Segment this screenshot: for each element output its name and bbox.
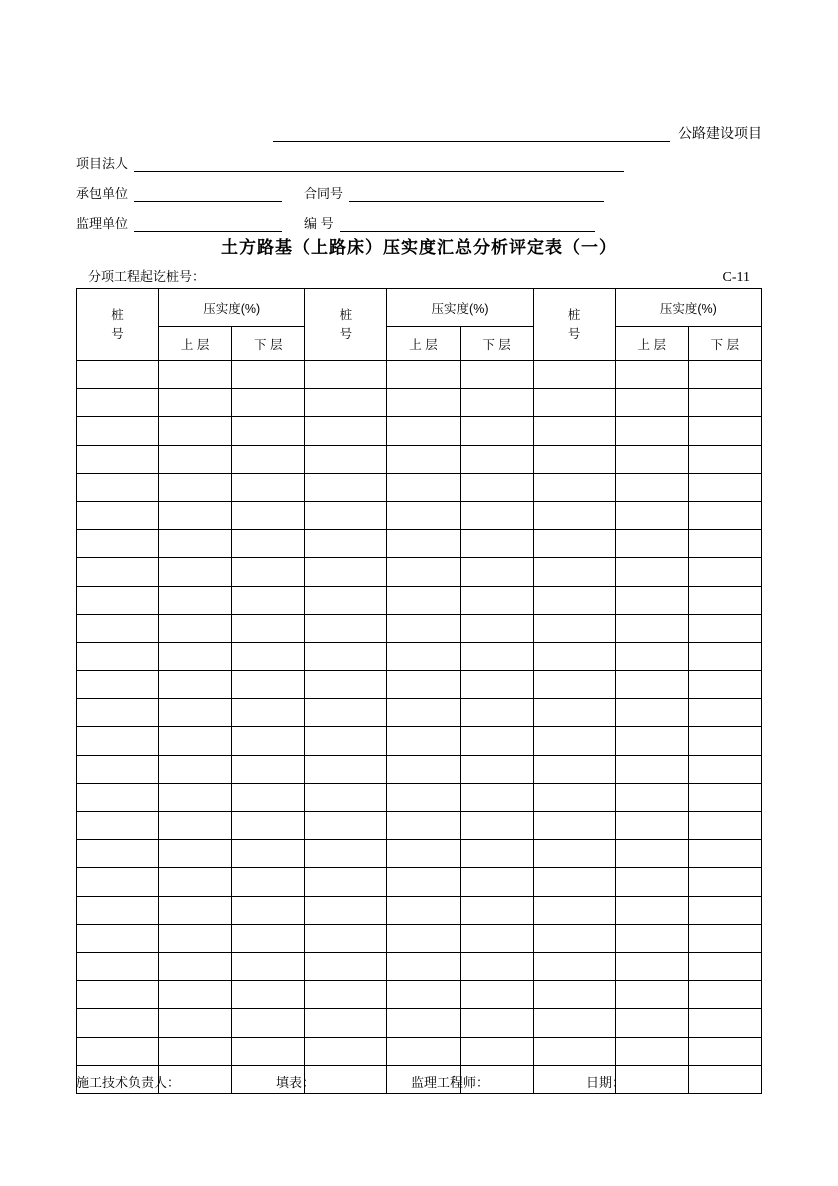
table-cell[interactable] (77, 812, 159, 840)
table-cell[interactable] (688, 755, 761, 783)
table-row[interactable] (77, 614, 762, 642)
table-cell[interactable] (460, 642, 533, 670)
table-cell[interactable] (533, 530, 615, 558)
table-row[interactable] (77, 868, 762, 896)
table-cell[interactable] (387, 981, 460, 1009)
table-cell[interactable] (688, 1037, 761, 1065)
table-row[interactable] (77, 896, 762, 924)
table-cell[interactable] (305, 389, 387, 417)
table-cell[interactable] (305, 727, 387, 755)
table-cell[interactable] (159, 445, 232, 473)
page-title: 土方路基（上路床）压实度汇总分析评定表（一） (221, 238, 617, 257)
table-row[interactable] (77, 1037, 762, 1065)
table-cell[interactable] (232, 1037, 305, 1065)
header-row-supervisor-unit (76, 202, 762, 232)
table-cell[interactable] (688, 473, 761, 501)
table-cell[interactable] (615, 530, 688, 558)
table-cell[interactable] (688, 952, 761, 980)
table-row[interactable] (77, 952, 762, 980)
table-cell[interactable] (460, 671, 533, 699)
table-cell[interactable] (387, 530, 460, 558)
table-header-row-1 (77, 289, 762, 327)
table-cell[interactable] (387, 952, 460, 980)
table-cell[interactable] (615, 812, 688, 840)
table-cell[interactable] (533, 699, 615, 727)
table-cell[interactable] (77, 868, 159, 896)
table-row[interactable] (77, 361, 762, 389)
compaction-table (76, 288, 762, 1094)
supervisor-unit-label: 监理单位 (76, 216, 129, 231)
table-cell[interactable] (159, 530, 232, 558)
table-cell[interactable] (615, 699, 688, 727)
sub-header-upper-2: 上 层 (387, 327, 460, 361)
table-cell[interactable] (688, 812, 761, 840)
table-cell[interactable] (615, 840, 688, 868)
table-cell[interactable] (159, 896, 232, 924)
table-header-row-2 (77, 327, 762, 361)
table-row[interactable] (77, 558, 762, 586)
table-cell[interactable] (77, 755, 159, 783)
table-cell[interactable] (77, 389, 159, 417)
table-cell[interactable] (533, 417, 615, 445)
table-cell[interactable] (387, 501, 460, 529)
table-cell[interactable] (533, 558, 615, 586)
serial-no-label: 编 号 (304, 216, 334, 231)
table-cell[interactable] (159, 417, 232, 445)
pile-header-line2: 号 (111, 326, 124, 341)
table-cell[interactable] (159, 389, 232, 417)
table-cell[interactable] (387, 473, 460, 501)
table-cell[interactable] (460, 473, 533, 501)
table-cell[interactable] (688, 671, 761, 699)
table-cell[interactable] (387, 417, 460, 445)
table-cell[interactable] (387, 924, 460, 952)
table-row[interactable] (77, 473, 762, 501)
table-cell[interactable] (615, 727, 688, 755)
header-row-legal-person (76, 142, 762, 172)
table-cell[interactable] (387, 642, 460, 670)
table-cell[interactable] (232, 783, 305, 811)
table-row[interactable] (77, 1009, 762, 1037)
table-cell[interactable] (533, 840, 615, 868)
table-cell[interactable] (77, 530, 159, 558)
table-cell[interactable] (232, 501, 305, 529)
table-row[interactable] (77, 417, 762, 445)
table-row[interactable] (77, 783, 762, 811)
table-cell[interactable] (460, 981, 533, 1009)
table-cell[interactable] (232, 699, 305, 727)
table-cell[interactable] (688, 868, 761, 896)
table-cell[interactable] (77, 361, 159, 389)
table-cell[interactable] (77, 924, 159, 952)
table-cell[interactable] (305, 840, 387, 868)
contractor-label: 承包单位 (76, 186, 129, 201)
table-cell[interactable] (305, 558, 387, 586)
table-cell[interactable] (305, 1009, 387, 1037)
table-cell[interactable] (159, 586, 232, 614)
sub-header-lower-1: 下 层 (232, 327, 305, 361)
table-cell[interactable] (387, 868, 460, 896)
table-cell[interactable] (305, 924, 387, 952)
table-cell[interactable] (159, 952, 232, 980)
table-cell[interactable] (387, 812, 460, 840)
project-title-label: 公路建设项目 (678, 125, 762, 141)
table-cell[interactable] (533, 1009, 615, 1037)
table-cell[interactable] (688, 614, 761, 642)
table-cell[interactable] (232, 586, 305, 614)
table-cell[interactable] (232, 558, 305, 586)
table-cell[interactable] (533, 924, 615, 952)
table-cell[interactable] (159, 840, 232, 868)
table-cell[interactable] (305, 812, 387, 840)
sub-header-lower-3: 下 层 (688, 327, 761, 361)
table-cell[interactable] (77, 952, 159, 980)
table-cell[interactable] (159, 501, 232, 529)
table-cell[interactable] (533, 473, 615, 501)
table-cell[interactable] (615, 558, 688, 586)
table-cell[interactable] (77, 473, 159, 501)
table-cell[interactable] (232, 1009, 305, 1037)
table-cell[interactable] (460, 445, 533, 473)
table-cell[interactable] (159, 868, 232, 896)
table-cell[interactable] (688, 445, 761, 473)
table-cell[interactable] (159, 361, 232, 389)
table-cell[interactable] (305, 783, 387, 811)
table-cell[interactable] (387, 896, 460, 924)
table-cell[interactable] (688, 586, 761, 614)
group-header-2: 压实度(%) (387, 289, 533, 327)
table-row[interactable] (77, 671, 762, 699)
table-cell[interactable] (159, 1037, 232, 1065)
table-cell[interactable] (688, 417, 761, 445)
table-cell[interactable] (460, 840, 533, 868)
table-row[interactable] (77, 924, 762, 952)
table-cell[interactable] (615, 868, 688, 896)
table-cell[interactable] (387, 445, 460, 473)
table-cell[interactable] (460, 389, 533, 417)
table-cell[interactable] (688, 361, 761, 389)
table-cell[interactable] (159, 642, 232, 670)
table-cell[interactable] (688, 1009, 761, 1037)
table-cell[interactable] (615, 361, 688, 389)
table-cell[interactable] (460, 924, 533, 952)
table-cell[interactable] (77, 642, 159, 670)
table-cell[interactable] (460, 361, 533, 389)
table-cell[interactable] (460, 699, 533, 727)
contractor-line[interactable] (134, 184, 282, 202)
table-cell[interactable] (159, 812, 232, 840)
pile-header-line2: 号 (339, 326, 353, 341)
pile-header-3 (533, 289, 615, 361)
group-header-3: 压实度(%) (615, 289, 761, 327)
table-cell[interactable] (305, 671, 387, 699)
table-cell[interactable] (533, 389, 615, 417)
table-cell[interactable] (615, 445, 688, 473)
contract-no-line[interactable] (349, 184, 604, 202)
table-cell[interactable] (77, 614, 159, 642)
table-cell[interactable] (615, 952, 688, 980)
table-cell[interactable] (615, 1009, 688, 1037)
table-cell[interactable] (533, 868, 615, 896)
table-cell[interactable] (77, 699, 159, 727)
table-row[interactable] (77, 389, 762, 417)
table-row[interactable] (77, 812, 762, 840)
table-cell[interactable] (533, 614, 615, 642)
table-cell[interactable] (77, 671, 159, 699)
table-cell[interactable] (77, 1009, 159, 1037)
table-cell[interactable] (232, 530, 305, 558)
table-cell[interactable] (387, 361, 460, 389)
legal-person-line[interactable] (134, 154, 624, 172)
table-cell[interactable] (615, 755, 688, 783)
table-cell[interactable] (688, 981, 761, 1009)
pile-header-line1: 桩 (339, 307, 353, 322)
table-cell[interactable] (387, 558, 460, 586)
table-cell[interactable] (460, 530, 533, 558)
table-cell[interactable] (159, 1009, 232, 1037)
table-cell[interactable] (387, 1037, 460, 1065)
table-cell[interactable] (77, 981, 159, 1009)
table-cell[interactable] (688, 840, 761, 868)
table-cell[interactable] (688, 530, 761, 558)
table-cell[interactable] (305, 642, 387, 670)
legal-person-label: 项目法人 (76, 156, 129, 171)
table-cell[interactable] (232, 812, 305, 840)
table-cell[interactable] (387, 783, 460, 811)
table-row[interactable] (77, 445, 762, 473)
table-cell[interactable] (232, 924, 305, 952)
table-cell[interactable] (159, 981, 232, 1009)
table-cell[interactable] (533, 755, 615, 783)
table-cell[interactable] (232, 896, 305, 924)
header-block (76, 112, 762, 232)
table-cell[interactable] (159, 727, 232, 755)
pile-range-label: 分项工程起讫桩号： (88, 269, 206, 284)
table-row[interactable] (77, 840, 762, 868)
table-cell[interactable] (305, 755, 387, 783)
table-cell[interactable] (533, 896, 615, 924)
tech-lead-label: 施工技术负责人： (76, 1075, 181, 1090)
table-cell[interactable] (305, 952, 387, 980)
table-cell[interactable] (615, 614, 688, 642)
table-cell[interactable] (232, 671, 305, 699)
table-cell[interactable] (460, 868, 533, 896)
table-cell[interactable] (77, 445, 159, 473)
table-cell[interactable] (615, 981, 688, 1009)
table-cell[interactable] (305, 586, 387, 614)
table-cell[interactable] (615, 783, 688, 811)
table-cell[interactable] (533, 671, 615, 699)
table-cell[interactable] (232, 727, 305, 755)
table-cell[interactable] (688, 558, 761, 586)
table-row[interactable] (77, 755, 762, 783)
table-cell[interactable] (460, 896, 533, 924)
table-body (77, 361, 762, 1094)
table-cell[interactable] (77, 783, 159, 811)
table-cell[interactable] (533, 501, 615, 529)
supervisor-unit-line[interactable] (134, 214, 282, 232)
table-cell[interactable] (615, 389, 688, 417)
table-cell[interactable] (460, 417, 533, 445)
table-cell[interactable] (232, 417, 305, 445)
table-cell[interactable] (77, 840, 159, 868)
supervisor-engineer-label: 监理工程师： (411, 1075, 490, 1090)
table-cell[interactable] (232, 614, 305, 642)
table-cell[interactable] (460, 952, 533, 980)
table-head (77, 289, 762, 361)
pile-header-2 (305, 289, 387, 361)
table-cell[interactable] (387, 699, 460, 727)
table-cell[interactable] (159, 473, 232, 501)
table-cell[interactable] (232, 473, 305, 501)
table-cell[interactable] (305, 981, 387, 1009)
table-cell[interactable] (688, 924, 761, 952)
filler-label: 填表： (276, 1075, 316, 1090)
table-row[interactable] (77, 642, 762, 670)
table-cell[interactable] (159, 671, 232, 699)
table-cell[interactable] (305, 473, 387, 501)
table-cell[interactable] (305, 896, 387, 924)
table-cell[interactable] (305, 868, 387, 896)
table-cell[interactable] (77, 558, 159, 586)
table-cell[interactable] (688, 501, 761, 529)
table-cell[interactable] (387, 755, 460, 783)
table-cell[interactable] (232, 868, 305, 896)
subheader-row (88, 266, 750, 286)
table-cell[interactable] (533, 981, 615, 1009)
table-row[interactable] (77, 530, 762, 558)
pile-header-1 (77, 289, 159, 361)
table-cell[interactable] (387, 671, 460, 699)
sub-header-upper-1: 上 层 (159, 327, 232, 361)
project-name-line[interactable] (273, 124, 670, 142)
table-cell[interactable] (615, 924, 688, 952)
table-cell[interactable] (232, 755, 305, 783)
table-cell[interactable] (232, 642, 305, 670)
table-cell[interactable] (232, 445, 305, 473)
group-header-1: 压实度(%) (159, 289, 305, 327)
table-cell[interactable] (460, 755, 533, 783)
table-cell[interactable] (232, 981, 305, 1009)
table-cell[interactable] (387, 1009, 460, 1037)
table-cell[interactable] (159, 558, 232, 586)
sub-header-upper-3: 上 层 (615, 327, 688, 361)
table-cell[interactable] (460, 812, 533, 840)
table-cell[interactable] (77, 586, 159, 614)
table-row[interactable] (77, 981, 762, 1009)
table-cell[interactable] (77, 417, 159, 445)
pile-header-line1: 桩 (567, 307, 581, 322)
date-label: 日期： (586, 1075, 626, 1090)
table-cell[interactable] (460, 558, 533, 586)
table-cell[interactable] (533, 586, 615, 614)
table-cell[interactable] (460, 501, 533, 529)
table-cell[interactable] (460, 1009, 533, 1037)
table-cell[interactable] (688, 727, 761, 755)
table-cell[interactable] (305, 530, 387, 558)
table-cell[interactable] (159, 614, 232, 642)
table-cell[interactable] (615, 671, 688, 699)
table-cell[interactable] (615, 473, 688, 501)
table-cell[interactable] (387, 840, 460, 868)
table-cell[interactable] (387, 614, 460, 642)
table-cell[interactable] (305, 1037, 387, 1065)
table-cell[interactable] (387, 727, 460, 755)
table-row[interactable] (77, 586, 762, 614)
table-cell[interactable] (533, 727, 615, 755)
pile-header-line1: 桩 (111, 307, 124, 322)
table-cell[interactable] (533, 812, 615, 840)
table-cell[interactable] (77, 727, 159, 755)
table-cell[interactable] (77, 1037, 159, 1065)
table-cell[interactable] (460, 783, 533, 811)
table-cell[interactable] (533, 783, 615, 811)
serial-no-line[interactable] (340, 214, 595, 232)
table-cell[interactable] (460, 586, 533, 614)
table-cell[interactable] (533, 642, 615, 670)
table-cell[interactable] (460, 1037, 533, 1065)
footer-signatures (76, 1072, 762, 1091)
table-cell[interactable] (615, 1037, 688, 1065)
table-cell[interactable] (533, 445, 615, 473)
table-cell[interactable] (688, 896, 761, 924)
table-cell[interactable] (232, 952, 305, 980)
table-cell[interactable] (615, 642, 688, 670)
table-cell[interactable] (688, 783, 761, 811)
table-cell[interactable] (159, 924, 232, 952)
table-cell[interactable] (615, 896, 688, 924)
table-cell[interactable] (305, 614, 387, 642)
form-code: C-11 (722, 270, 750, 285)
table-cell[interactable] (159, 699, 232, 727)
table-cell[interactable] (615, 501, 688, 529)
table-cell[interactable] (460, 614, 533, 642)
table-row[interactable] (77, 699, 762, 727)
sub-header-lower-2: 下 层 (460, 327, 533, 361)
table-cell[interactable] (533, 361, 615, 389)
table-row[interactable] (77, 501, 762, 529)
table-cell[interactable] (688, 699, 761, 727)
table-cell[interactable] (305, 361, 387, 389)
pile-header-line2: 号 (567, 326, 581, 341)
table-cell[interactable] (305, 699, 387, 727)
table-cell[interactable] (387, 586, 460, 614)
table-cell[interactable] (159, 755, 232, 783)
table-cell[interactable] (305, 501, 387, 529)
table-row[interactable] (77, 727, 762, 755)
table-cell[interactable] (533, 1037, 615, 1065)
table-cell[interactable] (232, 361, 305, 389)
table-cell[interactable] (615, 417, 688, 445)
table-cell[interactable] (387, 389, 460, 417)
table-cell[interactable] (232, 840, 305, 868)
table-cell[interactable] (159, 783, 232, 811)
contract-no-label: 合同号 (304, 186, 344, 201)
table-cell[interactable] (77, 896, 159, 924)
table-cell[interactable] (688, 389, 761, 417)
table-cell[interactable] (77, 501, 159, 529)
table-cell[interactable] (305, 417, 387, 445)
table-cell[interactable] (232, 389, 305, 417)
table-cell[interactable] (533, 952, 615, 980)
header-row-contractor (76, 172, 762, 202)
table-cell[interactable] (688, 642, 761, 670)
table-cell[interactable] (305, 445, 387, 473)
table-cell[interactable] (615, 586, 688, 614)
header-row-project (76, 112, 762, 142)
table-cell[interactable] (460, 727, 533, 755)
